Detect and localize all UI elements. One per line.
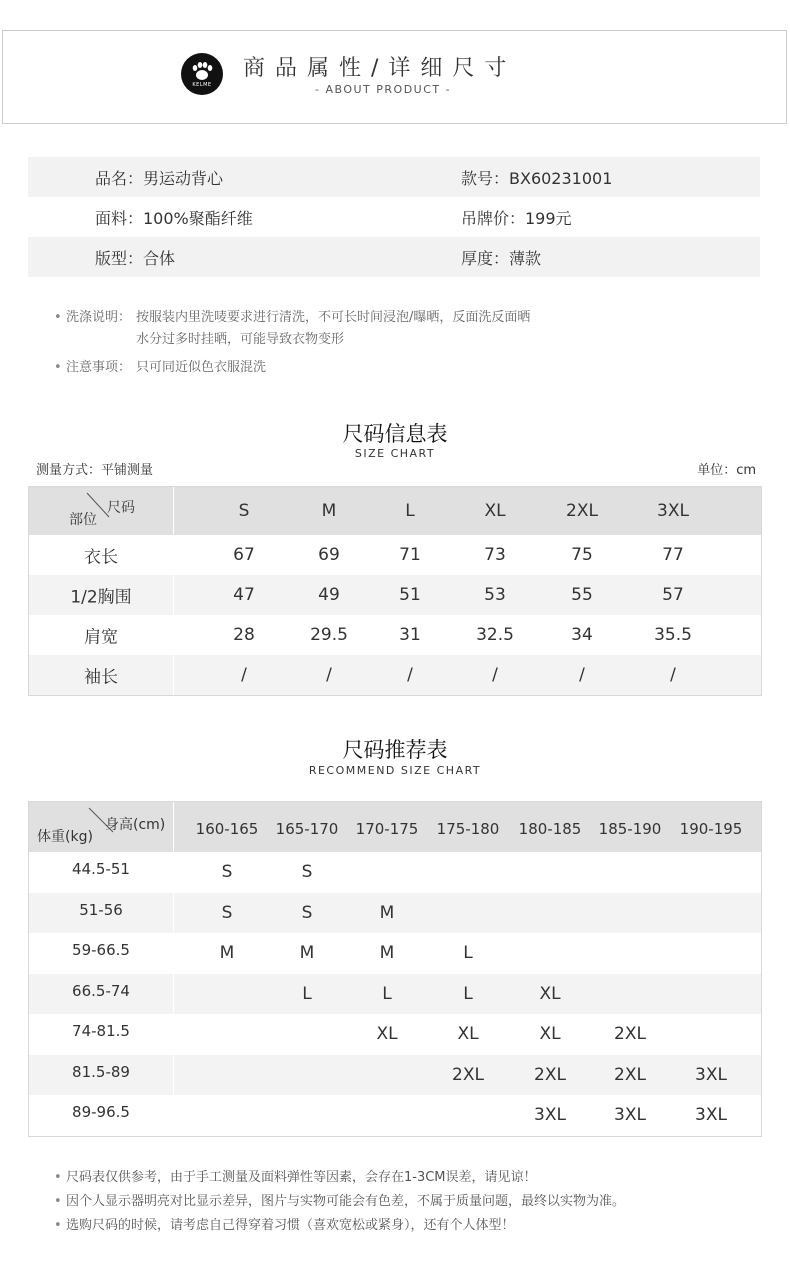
table-row: [29, 1014, 761, 1055]
table-row: [29, 615, 761, 655]
measurement-value: /: [326, 665, 332, 685]
wash-text-continued: 水分过多时挂晒，可能导致衣物变形: [136, 332, 345, 347]
unit-label: 单位：cm: [697, 463, 756, 478]
size-header-row: [29, 487, 761, 535]
recommended-size: XL: [376, 1024, 398, 1044]
attribute-name: 品名：男运动背心: [95, 168, 224, 188]
recommend-chart-title: 尺码推荐表: [342, 738, 448, 762]
measurement-value: 51: [399, 585, 421, 605]
measurement-value: 77: [662, 545, 684, 565]
table-row: [29, 933, 761, 974]
measurement-part: 1/2胸围: [70, 587, 132, 608]
recommended-size: M: [379, 902, 395, 923]
measurement-value: 34: [571, 625, 593, 645]
measurement-value: /: [492, 665, 498, 685]
wash-note: [54, 307, 530, 329]
corner-header-cell: [29, 487, 174, 535]
weight-range: 74-81.5: [72, 1022, 130, 1040]
height-column-header: 175-180: [436, 820, 500, 838]
measurement-value: /: [241, 665, 247, 685]
measurement-value: 53: [484, 585, 506, 605]
caution-note: [54, 357, 530, 379]
wash-label: 洗涤说明：: [66, 310, 132, 325]
size-column-header: L: [405, 501, 415, 521]
measurement-value: 49: [318, 585, 340, 605]
measurement-value: /: [407, 665, 413, 685]
attribute-row: [28, 197, 760, 237]
product-attributes: [28, 157, 760, 277]
recommended-size: L: [382, 983, 392, 1004]
column-divider: [173, 852, 174, 893]
recommended-size: 2XL: [534, 1064, 566, 1085]
caution-label: 注意事项：: [66, 360, 132, 375]
attribute-thickness: 厚度：薄款: [461, 248, 542, 268]
weight-range: 59-66.5: [72, 941, 130, 959]
table-row: [29, 1095, 761, 1136]
measure-method: 测量方式：平铺测量: [36, 463, 154, 478]
recommended-size: 2XL: [614, 1024, 646, 1044]
recommended-size: S: [221, 902, 233, 923]
height-column-header: 160-165: [195, 820, 259, 838]
column-divider: [173, 893, 174, 934]
table-row: [29, 893, 761, 934]
recommended-size: L: [302, 983, 312, 1004]
paw-icon: [181, 53, 223, 95]
corner-top-label: 尺码: [107, 500, 135, 516]
weight-range: 44.5-51: [72, 860, 130, 878]
height-column-header: 190-195: [679, 820, 743, 838]
recommend-chart-subtitle: RECOMMEND SIZE CHART: [308, 764, 482, 777]
measurement-value: 67: [233, 545, 255, 565]
recommended-size: 3XL: [695, 1105, 727, 1125]
corner-top-label: 身高(cm): [105, 817, 166, 833]
measurement-value: 32.5: [476, 625, 514, 645]
recommended-size: 3XL: [695, 1064, 727, 1085]
recommended-size: 3XL: [534, 1105, 566, 1125]
recommended-size: S: [301, 902, 313, 923]
recommended-size: 3XL: [614, 1105, 646, 1125]
recommended-size: 2XL: [452, 1064, 484, 1085]
size-chart-title: 尺码信息表: [342, 422, 448, 446]
size-column-header: 2XL: [566, 501, 598, 521]
recommended-size: L: [463, 943, 473, 963]
measurement-value: 47: [233, 585, 255, 605]
recommended-size: M: [219, 943, 235, 963]
column-divider: [173, 615, 174, 655]
table-row: [29, 974, 761, 1015]
column-divider: [173, 933, 174, 974]
measurement-value: 75: [571, 545, 593, 565]
column-divider: [173, 1095, 174, 1136]
size-column-header: XL: [484, 501, 506, 521]
size-chart-table: [28, 486, 762, 696]
measurement-value: /: [670, 665, 676, 685]
brand-logo: [181, 53, 223, 95]
measurement-value: 73: [484, 545, 506, 565]
column-divider: [173, 974, 174, 1015]
attribute-row: [28, 157, 760, 197]
product-header: [2, 30, 787, 124]
height-column-header: 180-185: [518, 820, 582, 838]
measurement-value: 31: [399, 625, 421, 645]
recommended-size: M: [299, 943, 315, 963]
table-row: [29, 852, 761, 893]
table-row: [29, 535, 761, 575]
disclaimer-notes: [54, 1166, 625, 1238]
weight-range: 81.5-89: [72, 1062, 130, 1081]
height-column-header: 185-190: [598, 820, 662, 838]
corner-bottom-label: 体重(kg): [37, 829, 93, 845]
measurement-value: /: [579, 665, 585, 685]
recommended-size: L: [463, 983, 473, 1004]
recommended-size: XL: [539, 1024, 561, 1044]
corner-bottom-label: 部位: [69, 512, 97, 528]
measurement-value: 28: [233, 625, 255, 645]
column-divider: [173, 535, 174, 575]
measurement-value: 71: [399, 545, 421, 565]
caution-text: 只可同近似色衣服混洗: [136, 360, 267, 375]
corner-header-cell: [29, 802, 174, 852]
table-row: [29, 575, 761, 615]
measurement-value: 57: [662, 585, 684, 605]
column-divider: [173, 1014, 174, 1055]
size-column-header: M: [321, 501, 337, 521]
measurement-part: 衣长: [84, 547, 118, 568]
wash-text: 按服装内里洗唛要求进行清洗，不可长时间浸泡/曝晒，反面洗反面晒: [136, 310, 531, 325]
recommended-size: S: [301, 862, 313, 882]
logo-wordmark: KELME: [192, 82, 212, 88]
weight-range: 66.5-74: [72, 981, 130, 1000]
attribute-fabric: 面料：100%聚酯纤维: [95, 208, 253, 228]
table-row: [29, 655, 761, 695]
disclaimer-item: • 选购尺码的时候，请考虑自己得穿着习惯（喜欢宽松或紧身），还有个人体型！: [54, 1214, 625, 1238]
disclaimer-item: • 因个人显示器明亮对比显示差异，图片与实物可能会有色差，不属于质量问题，最终以实物为准。: [54, 1190, 625, 1214]
column-divider: [173, 575, 174, 615]
measurement-value: 35.5: [654, 625, 692, 645]
column-divider: [173, 1055, 174, 1096]
weight-range: 89-96.5: [72, 1103, 130, 1121]
size-column-header: 3XL: [657, 501, 689, 521]
height-column-header: 165-170: [275, 820, 339, 838]
table-row: [29, 1055, 761, 1096]
column-divider: [173, 655, 174, 695]
recommended-size: M: [379, 943, 395, 963]
attribute-price: 吊牌价：199元: [461, 208, 572, 228]
header-subtitle: - ABOUT PRODUCT -: [315, 83, 452, 96]
weight-range: 51-56: [79, 900, 123, 919]
size-chart-subtitle: SIZE CHART: [354, 447, 436, 460]
recommend-header-row: [29, 802, 761, 852]
header-title: 商品属性/详细尺寸: [243, 56, 517, 81]
attribute-style-number: 款号：BX60231001: [461, 168, 613, 188]
recommended-size: XL: [539, 983, 561, 1004]
recommended-size: XL: [457, 1024, 479, 1044]
recommended-size: 2XL: [614, 1064, 646, 1085]
recommend-chart-table: [28, 801, 762, 1137]
recommended-size: S: [221, 862, 233, 882]
measurement-value: 55: [571, 585, 593, 605]
disclaimer-item: • 尺码表仅供参考，由于手工测量及面料弹性等因素，会存在1-3CM误差，请见谅！: [54, 1166, 625, 1190]
care-notes: [54, 307, 530, 379]
height-column-header: 170-175: [355, 820, 419, 838]
measurement-value: 29.5: [310, 625, 348, 645]
size-column-header: S: [238, 501, 250, 521]
corner-diagonal: [29, 487, 174, 535]
attribute-row: [28, 237, 760, 277]
measurement-value: 69: [318, 545, 340, 565]
measurement-part: 袖长: [84, 667, 118, 688]
attribute-fit: 版型：合体: [95, 248, 176, 268]
measurement-part: 肩宽: [84, 627, 118, 648]
